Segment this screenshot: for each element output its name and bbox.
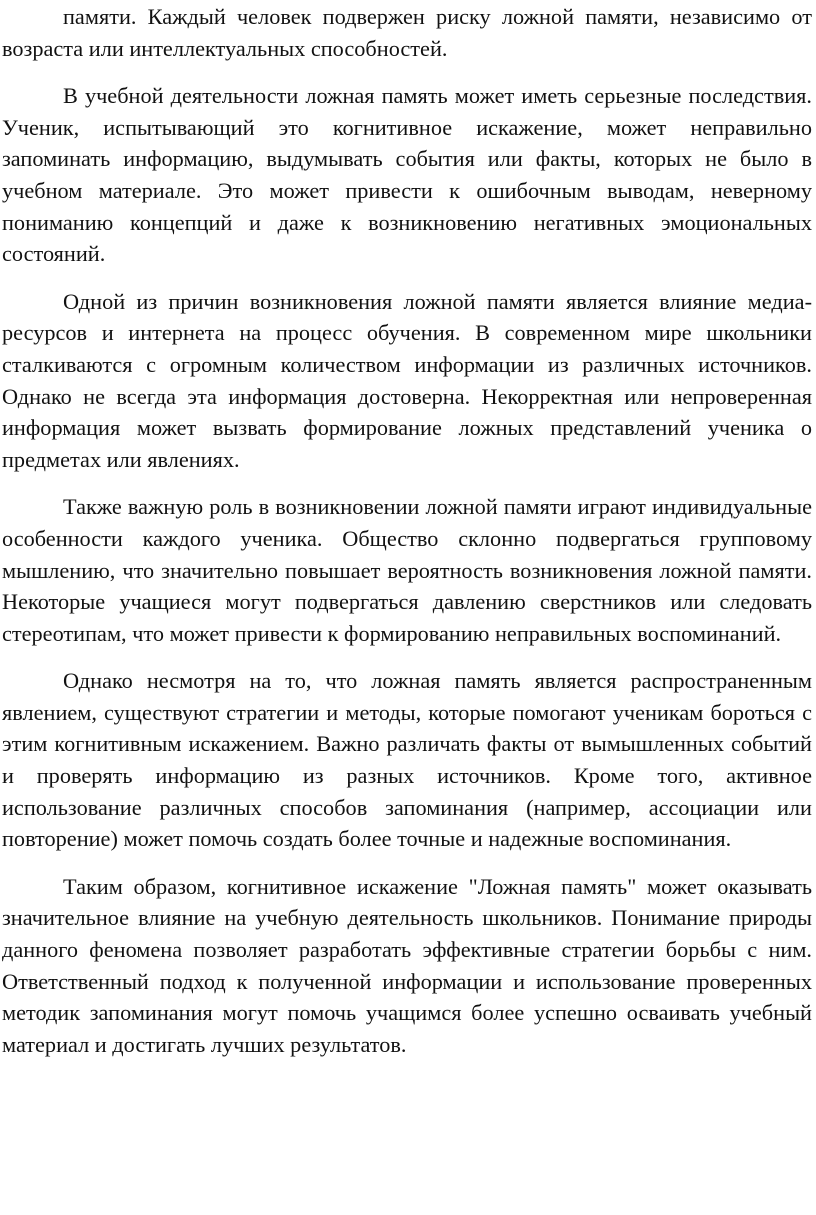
paragraph-continuation: памяти. Каждый человек подвержен риску ложной памяти, независимо от возраста или интеллектуальных способностей. — [2, 4, 812, 61]
paragraph-individual-features: Также важную роль в возникновении ложной памяти играют индивидуальные особенности каждого ученика. Общество склонно подвергаться групповому мышлению, что значительно повышает вероятность возникновения ложной памяти. Некоторые учащиеся могут подвергаться давлению сверстников или следовать стереотипам, что может привести к формированию неправильных воспоминаний. — [2, 494, 812, 646]
paragraph-consequences: В учебной деятельности ложная память может иметь серьезные последствия. Ученик, испытывающий это когнитивное искажение, может неправильно запоминать информацию, выдумывать события или факты, которых не было в учебном материале. Это может привести к ошибочным выводам, неверному пониманию концепций и даже к возникновению негативных эмоциональных состояний. — [2, 83, 812, 267]
paragraph-conclusion: Таким образом, когнитивное искажение "Ложная память" может оказывать значительное влияние на учебную деятельность школьников. Понимание природы данного феномена позволяет разработать эффективные стратегии борьбы с ним. Ответственный подход к полученной информации и использование проверенных методик запоминания могут помочь учащимся более успешно осваивать учебный материал и достигать лучших результатов. — [2, 873, 812, 1057]
paragraph-media-influence: Одной из причин возникновения ложной памяти является влияние медиа-ресурсов и интернета на процесс обучения. В современном мире школьники сталкиваются с огромным количеством информации из различных источников. Однако не всегда эта информация достоверна. Некорректная или непроверенная информация может вызвать формирование ложных представлений ученика о предметах или явлениях. — [2, 288, 812, 472]
paragraph-strategies: Однако несмотря на то, что ложная память является распространенным явлением, существуют стратегии и методы, которые помогают ученикам бороться с этим когнитивным искажением. Важно различать факты от вымышленных событий и проверять информацию из разных источников. Кроме того, активное использование различных способов запоминания (например, ассоциации или повторение) может помочь создать более точные и надежные воспоминания. — [2, 668, 812, 852]
